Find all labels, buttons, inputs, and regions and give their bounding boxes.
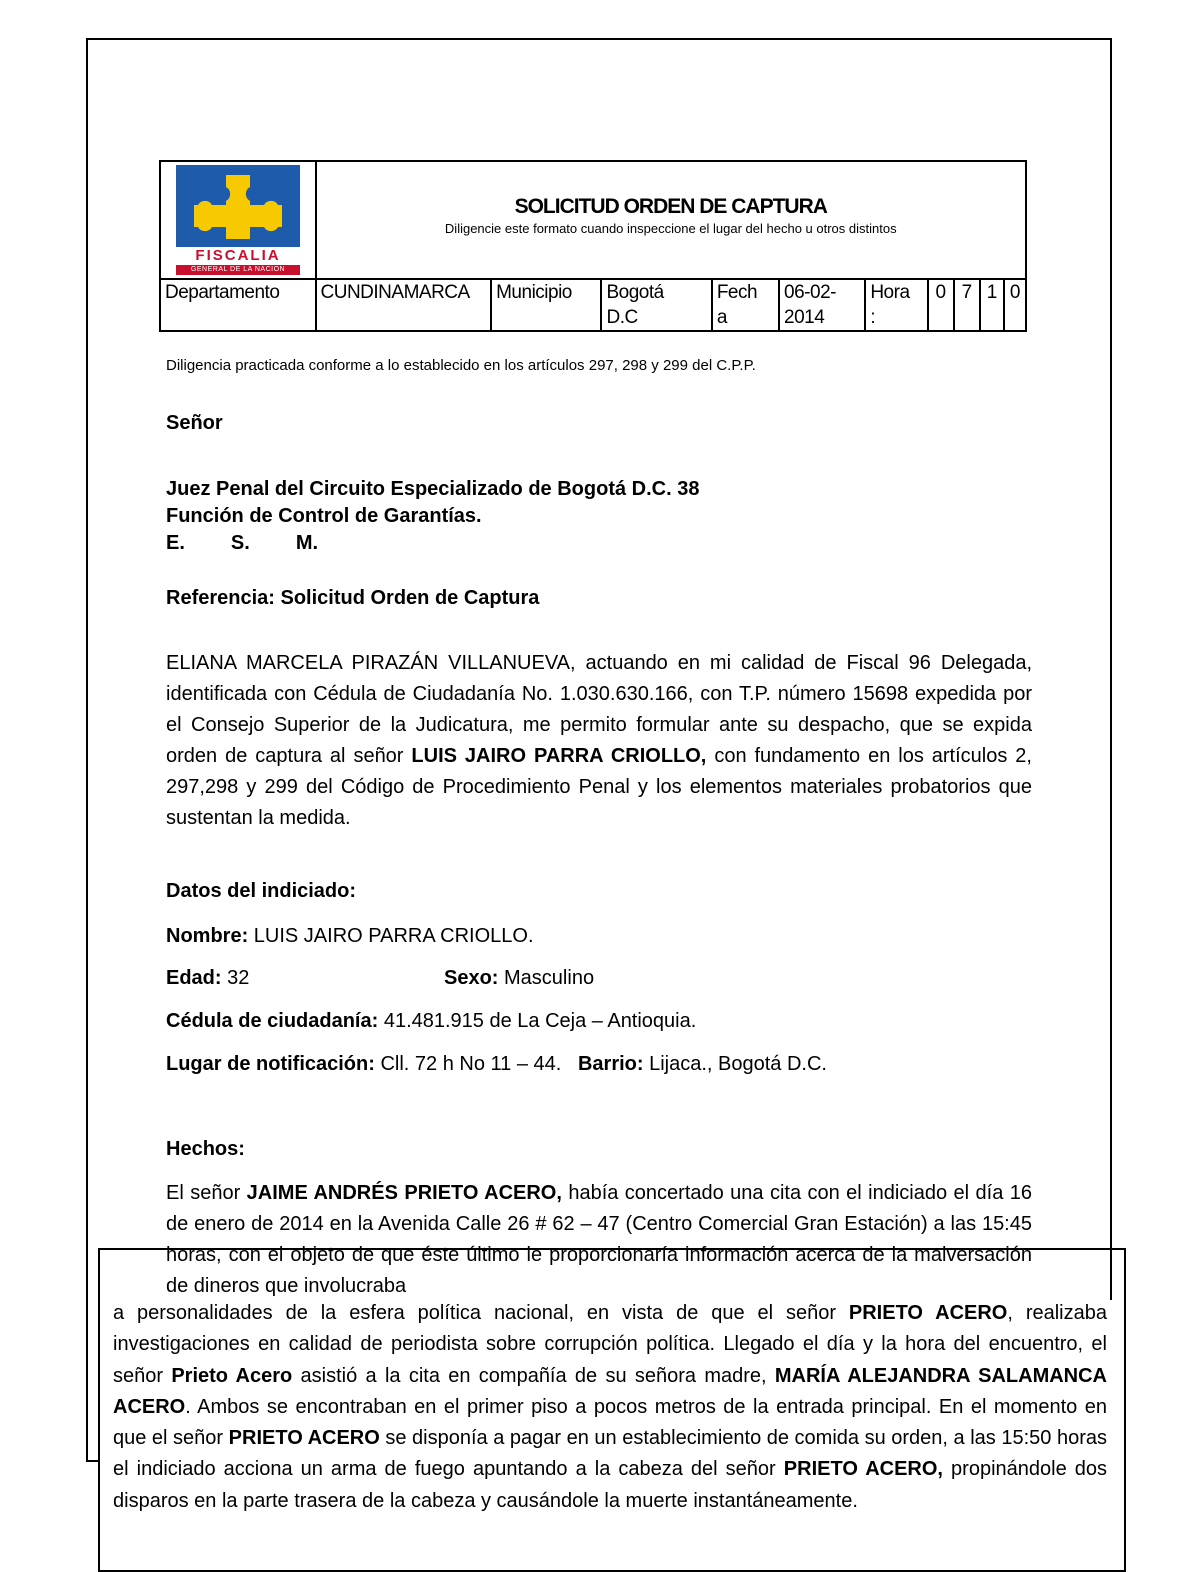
puzzle-icon bbox=[176, 165, 300, 247]
salutation: Señor bbox=[166, 412, 223, 434]
edad-sexo-line: Edad: 32 Sexo: Masculino bbox=[166, 967, 595, 989]
fecha-value: 06-02- 2014 bbox=[779, 279, 865, 331]
hora-digit: 1 bbox=[980, 279, 1004, 331]
intro-paragraph: ELIANA MARCELA PIRAZÁN VILLANUEVA, actuando en mi calidad de Fiscal 96 Delegada, identificada con Cédula de Ciudadanía No. 1.030.630.166, con T.P. número 15698 expedida por el Consejo Superior de la Judicatura, me permito formular ante su despacho, que se expida orden de captura al señor LUIS JAIRO PARRA CRIOLLO, con fundamento en los artículos 2, 297,298 y 299 del Código de Procedimiento Penal y los elementos materiales probatorios que sustentan la medida. bbox=[166, 652, 1032, 829]
hora-label: Hora : bbox=[865, 279, 927, 331]
title-cell bbox=[316, 161, 1026, 279]
document-title: SOLICITUD ORDEN DE CAPTURA bbox=[514, 195, 827, 218]
hechos-heading: Hechos: bbox=[166, 1138, 245, 1160]
hora-digit: 7 bbox=[954, 279, 980, 331]
indiciado-heading: Datos del indiciado: bbox=[166, 880, 357, 902]
hora-digit: 0 bbox=[1004, 279, 1026, 331]
document-subtitle: Diligencie este formato cuando inspeccione el lugar del hecho u otros distintos bbox=[444, 221, 897, 236]
logo-cell bbox=[160, 161, 316, 279]
recipient-line2: Función de Control de Garantías. bbox=[166, 505, 482, 527]
departamento-value: CUNDINAMARCA bbox=[316, 279, 492, 331]
logo-text: FISCALIA bbox=[195, 247, 281, 264]
recipient-block bbox=[166, 476, 1032, 557]
recipient-line1: Juez Penal del Circuito Especializado de Bogotá D.C. 38 bbox=[166, 478, 700, 500]
hechos-paragraph-1: El señor JAIME ANDRÉS PRIETO ACERO, había concertado una cita con el indiciado el día 16 de enero de 2014 en la Avenida Calle 26 # 62 – 47 (Centro Comercial Gran Estación) a las 15:45 horas, con el objeto de que éste último le proporcionaría información acerca de la malversación de dineros que involucraba bbox=[166, 1182, 1032, 1297]
fiscalia-logo bbox=[176, 165, 300, 275]
logo-subtext: GENERAL DE LA NACION bbox=[176, 265, 300, 275]
lugar-line: Lugar de notificación: Cll. 72 h No 11 – 44. Barrio: Lijaca., Bogotá D.C. bbox=[166, 1053, 827, 1075]
esm: E. S. M. bbox=[166, 532, 319, 554]
hora-digit: 0 bbox=[928, 279, 954, 331]
nombre-line: Nombre: LUIS JAIRO PARRA CRIOLLO. bbox=[166, 925, 534, 947]
municipio-label: Municipio bbox=[491, 279, 601, 331]
municipio-value: Bogotá D.C bbox=[601, 279, 711, 331]
legal-note: Diligencia practicada conforme a lo establecido en los artículos 297, 298 y 299 del C.P.P. bbox=[166, 357, 756, 374]
cedula-line: Cédula de ciudadanía: 41.481.915 de La Ceja – Antioquia. bbox=[166, 1010, 697, 1032]
departamento-label: Departamento bbox=[160, 279, 316, 331]
header-table bbox=[159, 160, 1027, 332]
fecha-label: Fech a bbox=[712, 279, 779, 331]
hechos-paragraph-2: a personalidades de la esfera política nacional, en vista de que el señor PRIETO ACERO, realizaba investigaciones en calidad de periodista sobre corrupción política. Llegado el día y la hora del encuentro, el señor Prieto Acero asistió a la cita en compañía de su señora madre, MARÍA ALEJANDRA SALAMANCA ACERO. Ambos se encontraban en el primer piso a pocos metros de la entrada principal. En el momento en que el señor PRIETO ACERO se disponía a pagar en un establecimiento de comida su orden, a las 15:50 horas el indiciado acciona un arma de fuego apuntando a la cabeza del señor PRIETO ACERO, propinándole dos disparos en la parte trasera de la cabeza y causándole la muerte instantáneamente. bbox=[113, 1302, 1108, 1512]
reference: Referencia: Solicitud Orden de Captura bbox=[166, 587, 540, 609]
